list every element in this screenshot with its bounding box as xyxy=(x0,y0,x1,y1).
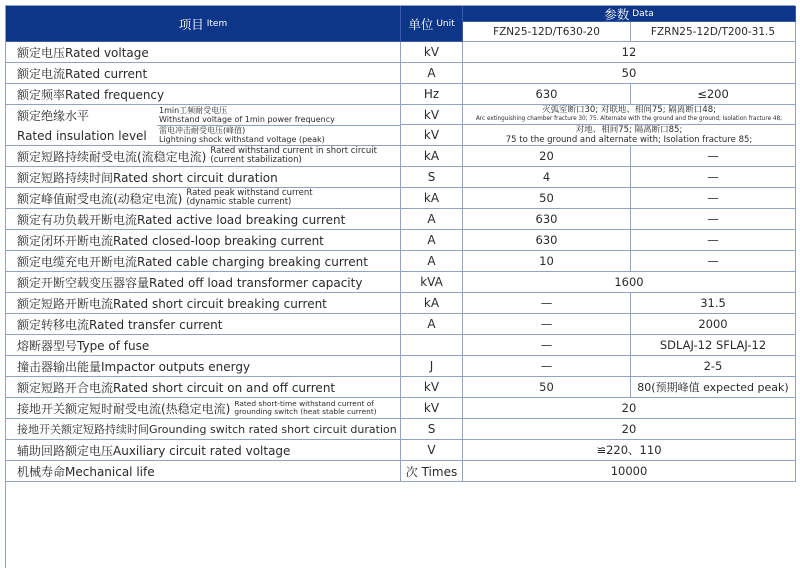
row-voltage-name: 额定电压Rated voltage xyxy=(6,42,401,63)
row-sc-break-name: 额定短路开断电流Rated short circuit breaking current xyxy=(6,293,401,314)
row-short-dur-name: 额定短路持续时间Rated short circuit duration xyxy=(6,167,401,188)
header-item-label: 项目 xyxy=(178,16,204,32)
row-ground-dur-name: 接地开关额定短路持续时间Grounding switch rated short circuit duration xyxy=(6,419,401,440)
row-impactor-value-1: — xyxy=(463,356,631,377)
row-fuse-value-1: — xyxy=(463,335,631,356)
row-cable-value-2: — xyxy=(631,251,796,272)
row-sc-onoff-value-1: 50 xyxy=(463,377,631,398)
row-insulation-name xyxy=(6,105,401,146)
row-transfer-value-1: — xyxy=(463,314,631,335)
row-aux-value: ≌220、110 xyxy=(463,440,796,461)
row-insulation-r2-value xyxy=(463,125,796,146)
peak-note: Rated peak withstand current (dynamic stable current) xyxy=(186,188,313,207)
row-current-value: 50 xyxy=(463,63,796,84)
row-active-unit: A xyxy=(401,209,463,230)
row-sc-onoff-unit: kV xyxy=(401,377,463,398)
parameter-table xyxy=(5,5,795,568)
row-insulation-r1-unit: kV xyxy=(401,105,463,125)
row-transformer-unit: kVA xyxy=(401,272,463,293)
row-voltage-value: 12 xyxy=(463,42,796,63)
row-insulation-r1-value xyxy=(463,105,796,125)
header-param-label-en: Data xyxy=(632,8,654,19)
header-model-1: FZN25-12D/T630-20 xyxy=(463,22,631,42)
row-short-dur-unit: S xyxy=(401,167,463,188)
row-short-time-unit: kA xyxy=(401,146,463,167)
header-unit-label-en: Unit xyxy=(436,18,455,29)
header-unit-label: 单位 xyxy=(408,16,434,32)
row-frequency-value-1: 630 xyxy=(463,84,631,105)
row-frequency-name: 额定频率Rated frequency xyxy=(6,84,401,105)
row-peak-value-1: 50 xyxy=(463,188,631,209)
row-transfer-name: 额定转移电流Rated transfer current xyxy=(6,314,401,335)
row-active-value-2: — xyxy=(631,209,796,230)
row-active-value-1: 630 xyxy=(463,209,631,230)
row-cable-unit: A xyxy=(401,251,463,272)
row-ground-dur-unit: S xyxy=(401,419,463,440)
row-peak-unit: kA xyxy=(401,188,463,209)
row-aux-unit: V xyxy=(401,440,463,461)
header-param-label: 参数 xyxy=(604,6,630,22)
row-sc-onoff-value-2: 80(预期峰值 expected peak) xyxy=(631,377,796,398)
row-insulation-r2-unit: kV xyxy=(401,125,463,146)
ground-short-note: Rated short-time withstand current of grounding switch (heat stable current) xyxy=(234,399,377,416)
insulation-r1-label-en: Withstand voltage of 1min power frequency xyxy=(159,114,335,124)
row-ground-short-unit: kV xyxy=(401,398,463,419)
row-impactor-unit: J xyxy=(401,356,463,377)
row-peak-value-2: — xyxy=(631,188,796,209)
row-transfer-value-2: 2000 xyxy=(631,314,796,335)
short-time-label: 额定短路持续耐受电流(流稳定电流) xyxy=(17,149,207,164)
row-fuse-value-2: SDLAJ-12 SFLAJ-12 xyxy=(631,335,796,356)
row-current-unit: A xyxy=(401,63,463,84)
row-short-dur-value-2: — xyxy=(631,167,796,188)
short-time-note: Rated withstand current in short circuit (current stabilization) xyxy=(210,146,377,165)
row-fuse-unit xyxy=(401,335,463,356)
row-short-time-name xyxy=(6,146,401,167)
row-active-name: 额定有功负载开断电流Rated active load breaking current xyxy=(6,209,401,230)
insulation-title-en: Rated insulation level xyxy=(17,128,147,143)
insulation-r1-value-en: Arc extinguishing chamber fracture 30; 75. Alternate with the ground and the ground; Isolation fracture 48; xyxy=(475,115,783,122)
insulation-r1-value-cn: 灭弧室断口30; 对联地、相间75; 隔离断口48; xyxy=(542,105,716,115)
row-sc-break-unit: kA xyxy=(401,293,463,314)
insulation-r1-label-cn: 1min工频耐受电压 xyxy=(159,105,228,115)
row-closed-value-2: — xyxy=(631,230,796,251)
row-short-time-value-1: 20 xyxy=(463,146,631,167)
row-current-name: 额定电流Rated current xyxy=(6,63,401,84)
insulation-title-cn: 额定绝缘水平 xyxy=(17,109,90,124)
row-fuse-name: 熔断器型号Type of fuse xyxy=(6,335,401,356)
row-sc-break-value-1: — xyxy=(463,293,631,314)
row-aux-name: 辅助回路额定电压Auxiliary circuit rated voltage xyxy=(6,440,401,461)
row-cable-name: 额定电缆充电开断电流Rated cable charging breaking current xyxy=(6,251,401,272)
row-closed-value-1: 630 xyxy=(463,230,631,251)
row-life-name: 机械寿命Mechanical life xyxy=(6,461,401,482)
row-ground-short-value: 20 xyxy=(463,398,796,419)
row-short-time-value-2: — xyxy=(631,146,796,167)
row-cable-value-1: 10 xyxy=(463,251,631,272)
row-frequency-value-2: ≤200 xyxy=(631,84,796,105)
insulation-r2-value-cn: 对地、相间75; 隔离断口85; xyxy=(575,125,683,135)
insulation-r2-label-cn: 雷电冲击耐受电压(峰值) xyxy=(159,126,246,136)
header-item xyxy=(6,6,401,42)
row-peak-name xyxy=(6,188,401,209)
row-impactor-value-2: 2-5 xyxy=(631,356,796,377)
row-closed-unit: A xyxy=(401,230,463,251)
header-param xyxy=(463,6,796,22)
ground-short-label: 接地开关额定短时耐受电流(热稳定电流) xyxy=(17,401,231,416)
row-short-dur-value-1: 4 xyxy=(463,167,631,188)
row-impactor-name: 撞击器输出能量Impactor outputs energy xyxy=(6,356,401,377)
row-voltage-unit: kV xyxy=(401,42,463,63)
header-model-2: FZRN25-12D/T200-31.5 xyxy=(631,22,796,42)
row-transfer-unit: A xyxy=(401,314,463,335)
row-life-value: 10000 xyxy=(463,461,796,482)
row-sc-onoff-name: 额定短路开合电流Rated short circuit on and off current xyxy=(6,377,401,398)
insulation-r2-value-en: 75 to the ground and alternate with; Isolation fracture 85; xyxy=(505,135,753,145)
insulation-r2-label-en: Lightning shock withstand voltage (peak) xyxy=(159,135,325,145)
row-closed-name: 额定闭环开断电流Rated closed-loop breaking current xyxy=(6,230,401,251)
header-unit xyxy=(401,6,463,42)
row-transformer-name: 额定开断空载变压器容量Rated off load transformer capacity xyxy=(6,272,401,293)
row-life-unit: 次 Times xyxy=(401,461,463,482)
row-ground-short-name xyxy=(6,398,401,419)
row-transformer-value: 1600 xyxy=(463,272,796,293)
header-item-label-en: Item xyxy=(206,18,228,29)
row-sc-break-value-2: 31.5 xyxy=(631,293,796,314)
row-ground-dur-value: 20 xyxy=(463,419,796,440)
row-frequency-unit: Hz xyxy=(401,84,463,105)
peak-label: 额定峰值耐受电流(动稳定电流) xyxy=(17,191,183,206)
